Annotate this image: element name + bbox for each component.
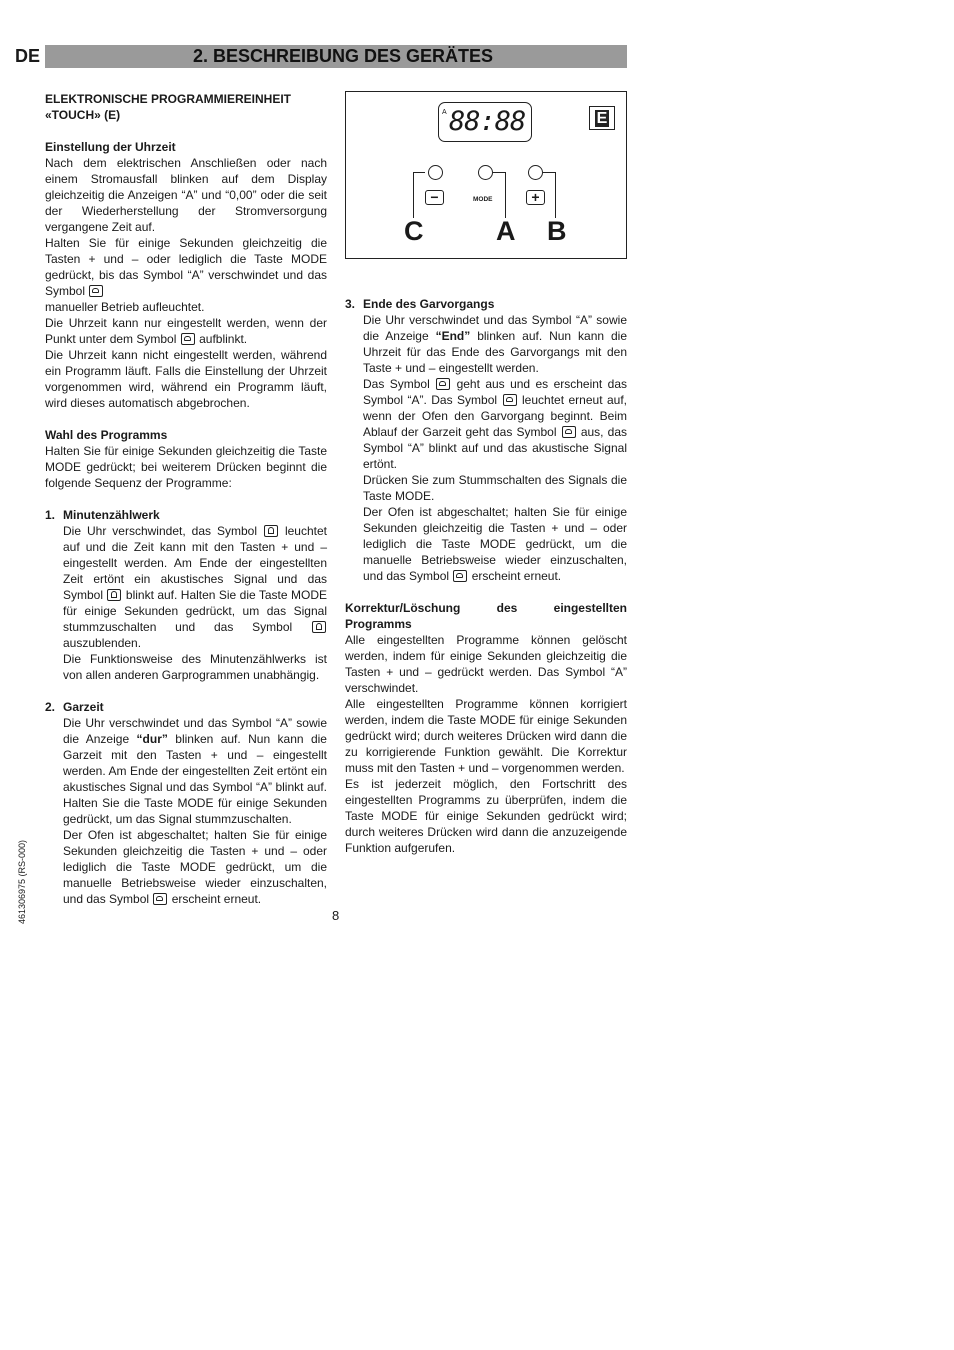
label-b: B: [547, 216, 567, 246]
list-item-timer: 1. Minutenzählwerk: [45, 508, 160, 522]
paragraph: Halten Sie für einige Sekunden gleichzeitig die Taste MODE gedrückt; bei weiterem Drücken beginnt die folgende Sequenz der Programme:: [45, 444, 327, 490]
plus-button[interactable]: +: [526, 190, 545, 205]
right-column: [345, 296, 627, 856]
paragraph: Nach dem elektrischen Anschließen oder nach einem Stromausfall blinken auf dem Display gleichzeitig die Anzeigen “A” und “0,00” oder die seit der Wiederherstellung der Stromversorgung vergangene Zeit auf.: [45, 156, 327, 234]
paragraph: Drücken Sie zum Stummschalten des Signals die Taste MODE.: [363, 473, 627, 503]
pot-symbol-icon: [562, 426, 576, 438]
paragraph: Der Ofen ist abgeschaltet; halten Sie für einige Sekunden gleichzeitig die Tasten + und – oder lediglich die Taste MODE gedrückt, um die manuelle Betriebsweise wieder einzuschalten, und das Symbol erscheint erneut.: [63, 828, 327, 906]
paragraph: Die Uhrzeit kann nicht eingestellt werden, während ein Programm läuft. Falls die Einstellung der Uhrzeit vorgenommen wird, während ein Programm läuft, wird dieses automatisch abgebrochen.: [45, 348, 327, 410]
mode-button[interactable]: MODE: [473, 196, 493, 203]
pot-symbol-icon: [503, 394, 517, 406]
paragraph: Alle eingestellten Programme können gelöscht werden, indem für einige Sekunden gleichzeitig die Tasten + und – gedrückt werden. Das Symbol “A” verschwindet.: [345, 633, 627, 695]
plus-indicator-light: [528, 165, 543, 180]
mode-indicator-light: [478, 165, 493, 180]
paragraph: Der Ofen ist abgeschaltet; halten Sie für einige Sekunden gleichzeitig die Tasten + und – oder lediglich die Taste MODE gedrückt, um die manuelle Betriebsweise wieder einzuschalten, und das Symbol erscheint erneut.: [363, 505, 627, 583]
paragraph: Es ist jederzeit möglich, den Fortschritt des eingestellten Programms zu überprüfen, indem die Taste MODE für einige Sekunden gedrückt wird; durch weiteres Drücken wird dann die anzuzeigende Funktion aufgerufen.: [345, 777, 627, 855]
document-code: 461306975 (RS-000): [17, 839, 27, 924]
e-label-box: E: [589, 106, 615, 130]
list-item-end-of-cooking: 3. Ende des Garvorgangs: [345, 297, 495, 311]
bell-symbol-icon: [264, 525, 278, 537]
section-title: 2. BESCHREIBUNG DES GERÄTES: [193, 46, 494, 66]
paragraph: Die Uhr verschwindet, das Symbol leuchtet auf und die Zeit kann mit den Tasten + und – eingestellt werden. Am Ende der eingestellten Zeit ertönt ein akustisches Signal und das Symbol blinkt auf. Halten Sie die Taste MODE für einige Sekunden gedrückt, um das Signal stummzuschalten und das Symbol auszublenden.: [63, 524, 327, 650]
heading-clock: Einstellung der Uhrzeit: [45, 140, 176, 154]
leader-line: [505, 172, 506, 218]
display-a-indicator: A: [442, 109, 447, 116]
oven-symbol-icon: [453, 570, 467, 582]
bell-symbol-icon: [107, 589, 121, 601]
page-number: 8: [332, 908, 340, 923]
bell-symbol-icon: [312, 621, 326, 633]
section-title-bar: [45, 45, 627, 68]
oven-symbol-icon: [181, 333, 195, 345]
paragraph: Die Uhrzeit kann nur eingestellt werden, wenn der Punkt unter dem Symbol aufblinkt.: [45, 316, 327, 346]
leader-line: [555, 172, 556, 218]
paragraph: Die Funktionsweise des Minutenzählwerks ist von allen anderen Garprogrammen unabhängig.: [63, 652, 327, 682]
minus-button[interactable]: −: [425, 190, 444, 205]
pot-symbol-icon: [436, 378, 450, 390]
paragraph: Die Uhr verschwindet und das Symbol “A” sowie die Anzeige “End” blinken auf. Nun kann die Uhrzeit für das Ende des Garvorgangs mit den Taste + und – eingestellt werden.: [363, 313, 627, 375]
oven-symbol-icon: [89, 285, 103, 297]
left-column: [45, 91, 327, 907]
heading-program-select: Wahl des Programms: [45, 428, 168, 442]
minus-indicator-light: [428, 165, 443, 180]
paragraph: Alle eingestellten Programme können korrigiert werden, indem die Taste MODE für einige Sekunden gedrückt wird; durch weiteres Drücken wird dann die zu korrigierende Funktion gewählt. Die Korrektur muss mit den Tasten + und – vorgenommen werden.: [345, 697, 627, 775]
list-item-cooking-time: 2. Garzeit: [45, 700, 104, 714]
control-panel-diagram: [345, 91, 627, 259]
leader-line: [413, 172, 425, 173]
paragraph: Die Uhr verschwindet und das Symbol “A” sowie die Anzeige “dur” blinken auf. Nun kann die Garzeit mit den Tasten + und – eingestellt werden. Am Ende der eingestellten Zeit ertönt ein akustisches Signal und das Symbol “A” blinkt auf. Halten Sie die Taste MODE für einige Sekunden gedrückt, um das Signal stummzuschalten.: [63, 716, 327, 826]
paragraph: Halten Sie für einige Sekunden gleichzeitig die Tasten + und – oder lediglich die Taste MODE gedrückt, bis das Symbol “A” verschwindet und das Symbol manueller Betrieb aufleuchtet.: [45, 236, 327, 314]
leader-line: [413, 172, 414, 218]
label-c: C: [404, 216, 424, 246]
heading-correction: Korrektur/Löschung des eingestellten Programms: [345, 601, 627, 631]
paragraph: Das Symbol geht aus und es erscheint das Symbol “A”. Das Symbol leuchtet erneut auf, wenn der Ofen den Garvorgang beginnt. Beim Ablauf der Garzeit geht das Symbol aus, das Symbol “A” blinkt auf und das akustische Signal ertönt.: [363, 377, 628, 471]
clock-display: [438, 102, 532, 142]
display-digits: 88:88: [449, 106, 526, 137]
label-a: A: [496, 216, 516, 246]
language-code: DE: [15, 46, 41, 66]
oven-symbol-icon: [153, 893, 167, 905]
heading-programmer: ELEKTRONISCHE PROGRAMMIEREINHEIT «TOUCH» (E): [45, 92, 292, 122]
